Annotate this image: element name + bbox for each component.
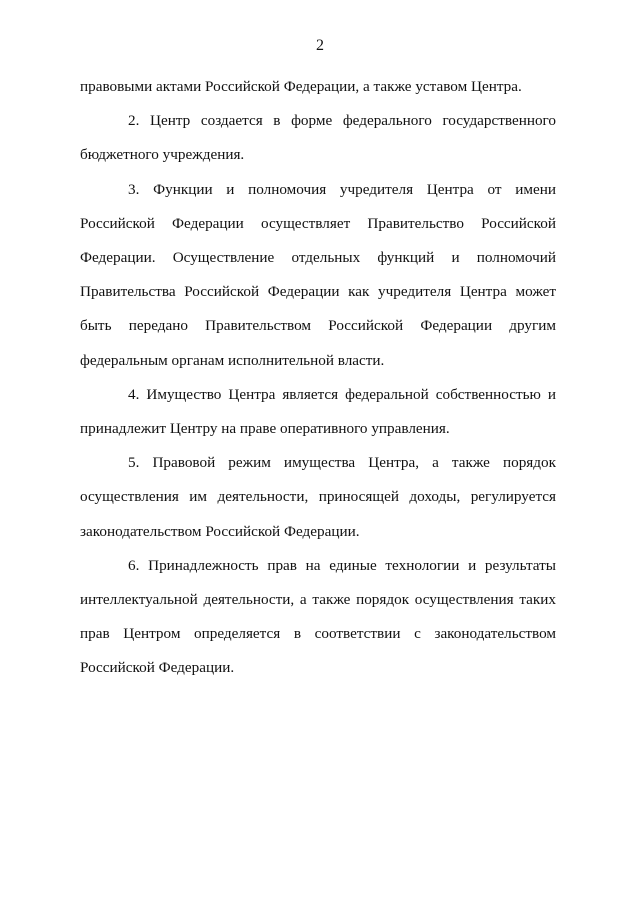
document-body: [80, 70, 556, 686]
paragraph-item-4: 4. Имущество Центра является федеральной собственностью и принадлежит Центру на праве оперативного управления.: [80, 385, 556, 438]
paragraph-item-6: 6. Принадлежность прав на единые технологии и результаты интеллектуальной деятельности, а также порядок осуществления таких прав Центром определяется в соответствии с законодательством Российской Федерации.: [80, 556, 556, 677]
paragraph-item-3: 3. Функции и полномочия учредителя Центра от имени Российской Федерации осуществляет Правительство Российской Федерации. Осуществление отдельных функций и полномочий Правительства Российской Федерации как учредителя Центра может быть передано Правительством Российской Федерации другим федеральным органам исполнительной власти.: [80, 180, 556, 369]
paragraph-item-2: 2. Центр создается в форме федерального государственного бюджетного учреждения.: [80, 112, 556, 164]
paragraph-item-5: 5. Правовой режим имущества Центра, а также порядок осуществления им деятельности, приносящей доходы, регулируется законодательством Российской Федерации.: [80, 454, 556, 540]
paragraph-continuation: правовыми актами Российской Федерации, а также уставом Центра.: [80, 78, 522, 95]
page-number: 2: [316, 37, 324, 54]
